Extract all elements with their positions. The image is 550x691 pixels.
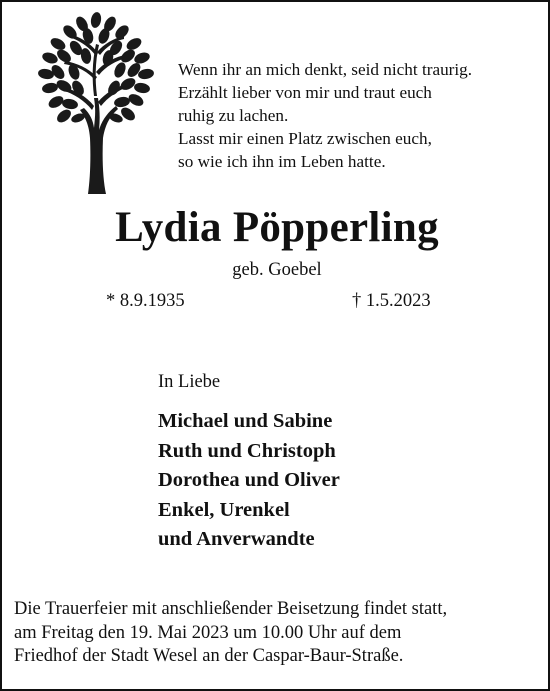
mourner-name: Michael und Sabine (158, 410, 333, 432)
funeral-service-info (14, 598, 447, 669)
mourner-name: und Anverwandte (158, 528, 315, 550)
mourners-intro: In Liebe (158, 372, 221, 392)
mourner-name: Dorothea und Oliver (158, 469, 340, 491)
mourner-name: Ruth und Christoph (158, 439, 336, 462)
deceased-name: Lydia Pöpperling (115, 204, 439, 251)
birth-name: geb. Goebel (232, 260, 322, 280)
mourner-name: Enkel, Urenkel (158, 498, 290, 521)
service-line: am Freitag den 19. Mai 2023 um 10.00 Uhr auf dem (14, 622, 402, 643)
poem-line: so wie ich ihn im Leben hatte. (178, 152, 386, 171)
poem-line: ruhig zu lachen. (178, 106, 289, 125)
poem (178, 58, 472, 173)
poem-line: Wenn ihr an mich denkt, seid nicht traurig. (178, 60, 473, 79)
poem-line: Lasst mir einen Platz zwischen euch, (178, 129, 432, 148)
poem-line: Erzählt lieber von mir und traut euch (178, 83, 432, 102)
tree-icon (34, 10, 158, 194)
mourners-list (158, 407, 340, 555)
death-date: † 1.5.2023 (352, 291, 431, 311)
service-line: Friedhof der Stadt Wesel an der Caspar-Baur-Straße. (14, 646, 404, 666)
service-line: Die Trauerfeier mit anschließender Beisetzung findet statt, (14, 599, 448, 619)
birth-date: * 8.9.1935 (106, 291, 185, 311)
